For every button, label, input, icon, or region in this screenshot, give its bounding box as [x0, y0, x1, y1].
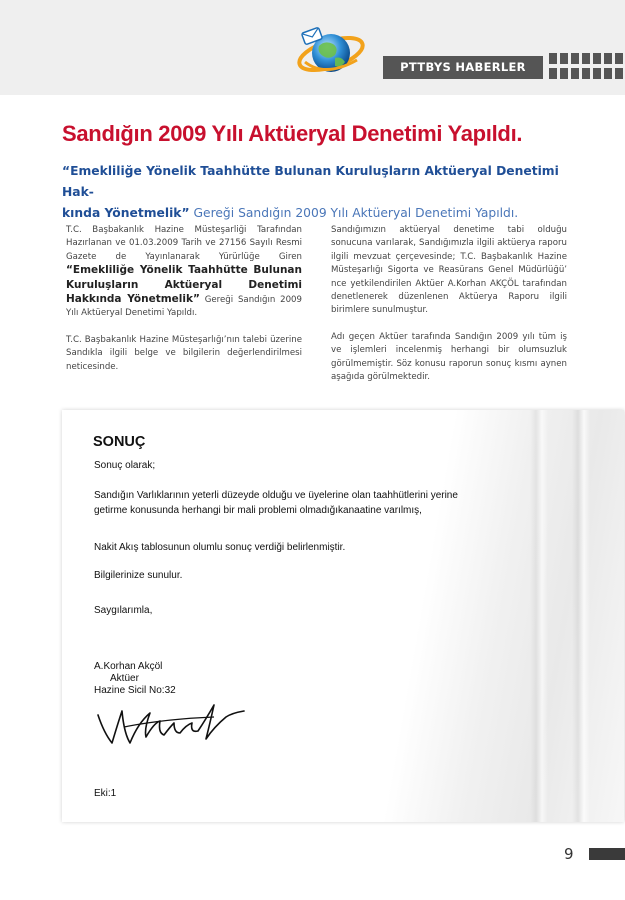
subtitle-rest: Gereği Sandığın 2009 Yılı Aktüeryal Denetimi Yapıldı.: [189, 206, 519, 220]
article-column-right: [331, 224, 567, 397]
left-p1-intro: T.C. Başbakanlık Hazine Müsteşarliği Tarafından Hazırlanan ve 01.03.2009 Tarih ve 27156 Sayılı Resmi Gazete de Yayınlanarak Yürürlüğe Giren: [66, 225, 302, 262]
letter-attachment: Eki:1: [94, 788, 117, 799]
globe-envelope-logo-icon: [295, 22, 365, 84]
left-paragraph-1: [66, 224, 302, 321]
left-p1-bold: “Emekliliğe Yönelik Taahhütte Bulunan Kuruluşların Aktüeryal Denetimi Hakkında Yönetmelik”: [66, 264, 302, 306]
left-paragraph-2: T.C. Başbakanlık Hazine Müsteşarlığı’nın talebi üzerine Sandıkla ilgili belge ve bilgilerin değerlendirilmesi neticesinde.: [66, 334, 302, 372]
scanned-letter: [62, 410, 624, 822]
left-p1-end: Gereği Sandığın 2009 Yılı Aktüeryal Denetimi Yapıldı.: [66, 295, 302, 319]
article-subtitle: [62, 161, 582, 224]
right-paragraph-1: Sandığımızın aktüeryal denetime tabi olduğu sonucuna varılarak, Sandığımızla ilgili aktüerya raporu ilgili mevzuat çerçevesinde; T.C. Başbakanlık Hazine Müsteşarlığı Sigorta ve Reasürans Genel Müdürlüğü’ nce yetkilendirilen Aktüer A.Korhan AKÇÖL tarafından denetlenerek düzenlenen Aktüerya Raporu ilgili birimlere sunulmuştur.: [331, 225, 567, 316]
subtitle-bold-line1: “Emekliliğe Yönelik Taahhütte Bulunan Kuruluşların Aktüeryal Denetimi Hak-: [62, 164, 559, 199]
section-label: PTTBYS HABERLER: [383, 56, 543, 79]
letter-line-4: Bilgilerinize sunulur.: [94, 570, 183, 581]
handwritten-signature-icon: [94, 693, 254, 753]
letter-line-2: getirme konusunda herhangi bir mali problemi olmadığıkanaatine varılmış,: [94, 505, 422, 516]
paper-crease: [530, 410, 548, 822]
letter-line-1: Sandığın Varlıklarının yeterli düzeyde olduğu ve üyelerine olan taahhütlerini yerine: [94, 490, 458, 501]
signer-title: Aktüer: [110, 673, 139, 684]
right-paragraph-2: Adı geçen Aktüer tarafında Sandığın 2009 yılı tüm iş ve işlemleri incelenmiş herhangi bir olumsuzluk görülmemiştir. Söz konusu raporun sonuç kısmı aynen aşağıda görülmektedir.: [331, 331, 567, 383]
letter-intro: Sonuç olarak;: [94, 460, 156, 471]
subtitle-bold-line2: kında Yönetmelik”: [62, 206, 190, 220]
article-column-left: [66, 224, 302, 387]
page-number: 9: [564, 845, 574, 863]
article-title: Sandığın 2009 Yılı Aktüeryal Denetimi Yapıldı.: [62, 121, 523, 146]
paper-crease: [572, 410, 590, 822]
letter-line-3: Nakit Akış tablosunun olumlu sonuç verdiği belirlenmiştir.: [94, 542, 346, 553]
signer-registry: Hazine Sicil No:32: [94, 685, 176, 696]
page-number-bar: [589, 848, 625, 860]
signer-name: A.Korhan Akçöl: [94, 661, 163, 672]
letter-closing: Saygılarımla,: [94, 605, 153, 616]
letter-heading: SONUÇ: [93, 434, 146, 450]
